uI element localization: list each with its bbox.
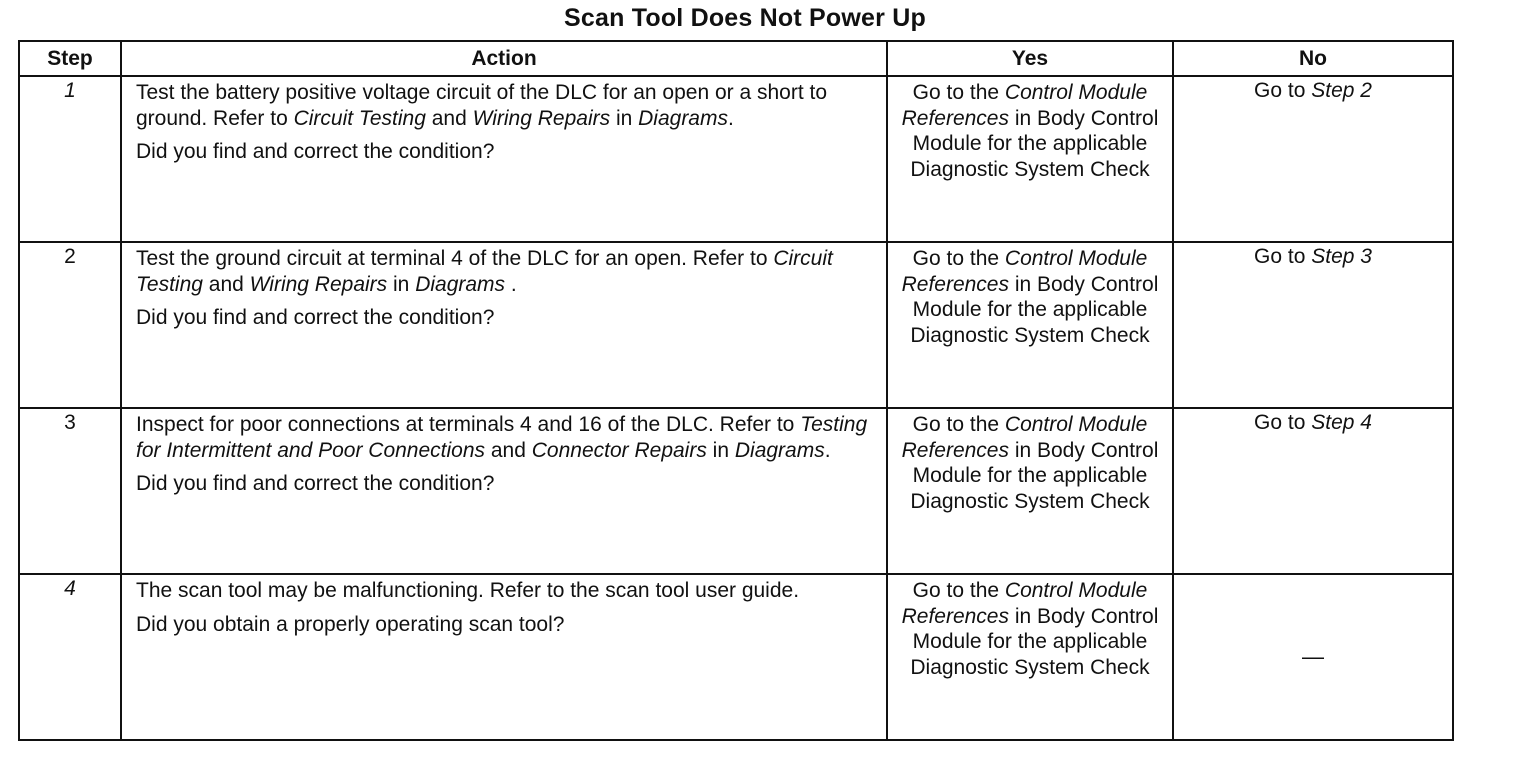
yes-text: Go to the: [912, 579, 1005, 602]
yes-text: in Body Control Module for the applicable Diagnostic System Check: [910, 438, 1159, 513]
table-row: [19, 76, 1453, 242]
no-cell: [1173, 408, 1453, 574]
yes-text: in Body Control Module for the applicable Diagnostic System Check: [910, 272, 1159, 347]
no-cell: [1173, 76, 1453, 242]
action-text-part: and: [202, 272, 250, 296]
reference-link-text: Wiring Repairs: [249, 272, 388, 296]
no-text: Go to: [1254, 245, 1312, 268]
action-text-part: in: [706, 438, 735, 462]
yes-cell: [887, 408, 1173, 574]
action-text-part: in: [610, 106, 639, 130]
no-cell: —: [1173, 574, 1453, 740]
action-cell: [121, 76, 887, 242]
yes-text: in Body Control Module for the applicable Diagnostic System Check: [910, 106, 1159, 181]
yes-text: in Body Control Module for the applicable Diagnostic System Check: [910, 604, 1159, 679]
no-text: Go to: [1254, 411, 1312, 434]
reference-link-text: Diagrams: [415, 272, 506, 296]
action-text-part: in: [387, 272, 416, 296]
table-row: [19, 242, 1453, 408]
action-text: [136, 246, 876, 297]
action-text: [136, 412, 876, 463]
action-question: Did you obtain a properly operating scan tool?: [136, 612, 565, 636]
reference-link-text: Diagrams: [638, 106, 728, 130]
yes-text: Go to the: [912, 413, 1005, 436]
action-question: Did you find and correct the condition?: [136, 306, 495, 329]
header-no: No: [1173, 41, 1453, 76]
yes-reference: Control Module References: [901, 413, 1148, 462]
reference-link-text: Circuit Testing: [136, 247, 833, 296]
page-title: Scan Tool Does Not Power Up: [564, 4, 926, 32]
yes-text: Go to the: [912, 81, 1005, 104]
no-text: Go to: [1254, 79, 1312, 102]
action-text-part: .: [727, 106, 734, 130]
header-row: [19, 41, 1453, 76]
yes-reference: Control Module References: [901, 81, 1148, 130]
action-text-part: Inspect for poor connections at terminals 4 and 16 of the DLC. Refer to: [136, 413, 801, 436]
action-cell: [121, 408, 887, 574]
reference-link-text: Circuit Testing: [293, 106, 426, 130]
step-number: 3: [19, 408, 121, 574]
yes-cell: [887, 242, 1173, 408]
no-step-reference: Step 3: [1311, 245, 1372, 268]
header-yes: Yes: [887, 41, 1173, 76]
action-text-part: .: [824, 438, 831, 462]
yes-text: Go to the: [912, 247, 1005, 270]
action-text-part: .: [505, 272, 517, 296]
step-number: 4: [19, 574, 121, 740]
yes-reference: Control Module References: [901, 579, 1148, 628]
table-row: [19, 574, 1453, 740]
reference-link-text: Wiring Repairs: [472, 106, 611, 130]
reference-link-text: Connector Repairs: [531, 438, 707, 462]
action-text-part: Test the battery positive voltage circuit of the DLC for an open or a short to ground. Refer to: [136, 81, 828, 130]
action-question: Did you find and correct the condition?: [136, 140, 495, 163]
reference-link-text: Diagrams: [734, 438, 825, 462]
action-text-part: Test the ground circuit at terminal 4 of the DLC for an open. Refer to: [136, 247, 774, 270]
diagnostic-table: [18, 40, 1454, 741]
no-cell: [1173, 242, 1453, 408]
action-text-part: and: [425, 106, 473, 130]
action-text: [136, 80, 876, 131]
action-text-part: and: [485, 438, 532, 462]
action-cell: [121, 574, 887, 740]
table-row: [19, 408, 1453, 574]
yes-cell: [887, 574, 1173, 740]
yes-cell: [887, 76, 1173, 242]
no-step-reference: Step 4: [1311, 411, 1372, 434]
step-number: 1: [19, 76, 121, 242]
step-number: 2: [19, 242, 121, 408]
header-action: Action: [121, 41, 887, 76]
action-text: The scan tool may be malfunctioning. Refer to the scan tool user guide.: [136, 579, 800, 602]
action-question: Did you find and correct the condition?: [136, 472, 495, 495]
reference-link-text: Testing for Intermittent and Poor Connections: [136, 413, 868, 462]
yes-reference: Control Module References: [901, 247, 1148, 296]
no-step-reference: Step 2: [1311, 79, 1372, 102]
action-cell: [121, 242, 887, 408]
header-step: Step: [19, 41, 121, 76]
